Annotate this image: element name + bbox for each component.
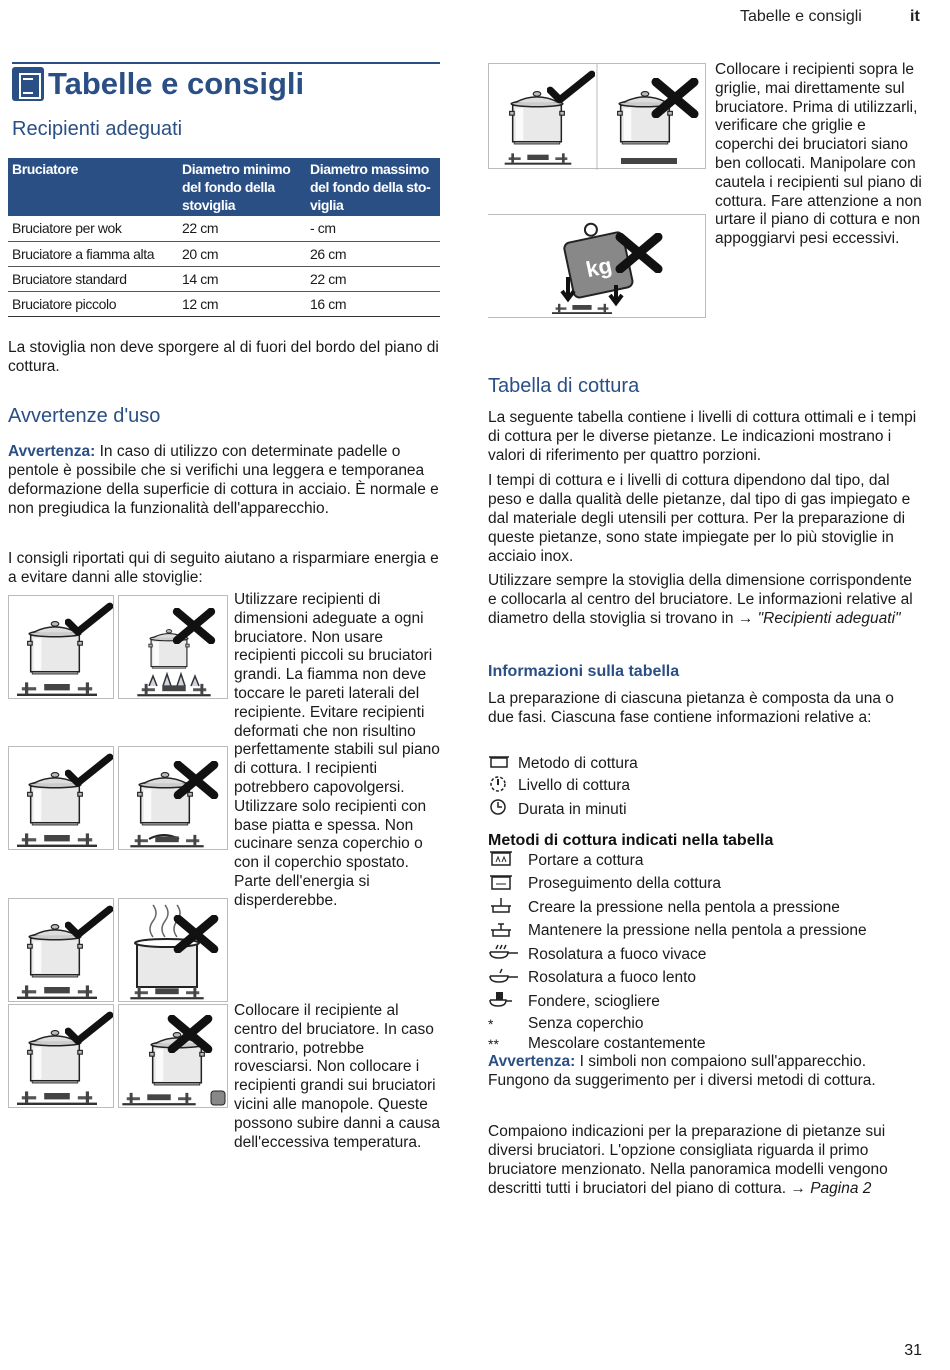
flat-pot-image xyxy=(9,747,115,851)
list-item xyxy=(488,798,920,822)
pot-on-grid-image xyxy=(489,64,707,170)
fry-low-icon xyxy=(488,967,528,991)
note-label: Avvertenza: xyxy=(488,1053,576,1070)
info-list xyxy=(488,753,920,822)
list-item xyxy=(488,896,928,920)
warning-label: Avvertenza: xyxy=(8,443,96,460)
off-center-pot-image xyxy=(119,1005,229,1109)
melt-icon xyxy=(488,990,528,1014)
page-reference-link[interactable]: Pagina 2 xyxy=(805,1180,872,1197)
list-item xyxy=(488,1014,928,1035)
overhang-note: La stoviglia non deve sporgere al di fuori del bordo del piano di cottura. xyxy=(8,339,439,375)
pot-with-lid-image xyxy=(9,899,115,1003)
table-cell: 16 cm xyxy=(306,291,440,316)
symbols-note xyxy=(488,1052,920,1090)
table-row xyxy=(8,241,440,266)
table-cell: - cm xyxy=(306,216,440,241)
dimension-table xyxy=(8,158,440,317)
section-heading-tabella: Tabella di cottura xyxy=(488,375,640,397)
asterisk-symbol: * xyxy=(488,1015,494,1032)
figure-flat-pot xyxy=(8,746,114,850)
section-heading-metodi: Metodi di cottura indicati nella tabella xyxy=(488,832,774,849)
warning-text: In caso di utilizzo con determinate padelle o pentole è possibile che si verifichi una leggera e temporanea deformazione della superficie di cottura in acciaio. È normale e non pregiudica la funzionalità dell'apparecchio. xyxy=(8,443,439,517)
list-item-label: Senza coperchio xyxy=(528,1014,644,1032)
final-paragraph xyxy=(488,1122,920,1198)
table-cell: 12 cm xyxy=(178,291,306,316)
arrow-icon: → xyxy=(790,1180,806,1197)
table-row xyxy=(8,216,440,241)
list-item xyxy=(488,873,928,897)
list-item-label: Creare la pressione nella pentola a pressione xyxy=(528,898,840,916)
table-header-row xyxy=(8,158,440,216)
tabella-paragraph-1: La seguente tabella contiene i livelli di cottura ottimali e i tempi di cottura per le diverse pietanze. Le indicazioni mostrano i valori di riferimento per quattro porzioni. xyxy=(488,409,917,464)
pot-icon xyxy=(488,753,518,775)
tabella-paragraph-3 xyxy=(488,571,920,628)
weight-label: kg xyxy=(583,252,615,283)
list-item-label: Livello di cottura xyxy=(518,777,631,794)
list-item-label: Rosolatura a fuoco lento xyxy=(528,969,697,986)
level-icon xyxy=(488,775,518,799)
tabella-paragraph-3-text: Utilizzare sempre la stoviglia della dimensione corrispondente e collocarla al centro del bruciatore. Le informazioni relative al diametro della stoviglia si trovano in xyxy=(488,572,913,627)
section-heading-info: Informazioni sulla tabella xyxy=(488,663,680,680)
figure-centered-pot xyxy=(8,1004,114,1108)
table-cell: Bruciatore piccolo xyxy=(8,291,178,316)
centered-pot-image xyxy=(9,1005,115,1109)
table-row xyxy=(8,291,440,316)
list-item-label: Rosolatura a fuoco vivace xyxy=(528,945,707,963)
arrow-icon: → xyxy=(737,610,754,627)
tips-intro: I consigli riportati qui di seguito aiutano a risparmiare energia e a evitare danni alle stoviglie: xyxy=(8,550,439,586)
final-text: Compaiono indicazioni per la preparazione di pietanze sui diversi bruciatori. L'opzione consigliata riguarda il primo bruciatore menzionato. Nella panoramica modelli vengono descritti tutti i bruciatori del piano di cottura. xyxy=(488,1123,888,1197)
figure-grids xyxy=(488,63,706,169)
cross-reference-link[interactable]: "Recipienti adeguati" xyxy=(757,610,901,627)
table-cell: 26 cm xyxy=(306,241,440,266)
pot-without-lid-image xyxy=(119,899,229,1003)
pressure-create-icon xyxy=(488,896,528,920)
table-cell: Bruciatore per wok xyxy=(8,216,178,241)
list-item-label: Portare a cottura xyxy=(528,851,644,869)
fry-high-icon xyxy=(488,943,528,967)
list-item-label: Proseguimento della cottura xyxy=(528,875,722,892)
list-item xyxy=(488,753,920,775)
figure-without-lid xyxy=(118,898,228,1002)
boil-pot-icon xyxy=(488,849,528,873)
list-item xyxy=(488,849,928,873)
figure-small-pot xyxy=(118,595,228,699)
table-header: Diametro minimo del fondo della stoviglia xyxy=(178,158,306,216)
tabella-paragraph-2: I tempi di cottura e i livelli di cottura dipendono dal tipo, dal peso e dalla qualità delle pietanze, dal tipo di gas impiegato e dal materiale degli utensili per cottura. Per la preparazione di queste pietanze, sono state impiegate per lo più stoviglie in acciaio inox. xyxy=(488,472,911,565)
table-cell: 22 cm xyxy=(178,216,306,241)
section-heading-avvertenze: Avvertenze d'uso xyxy=(8,405,161,427)
book-icon xyxy=(12,67,44,101)
list-item-label: Metodo di cottura xyxy=(518,754,638,772)
list-item-label: Mantenere la pressione nella pentola a pressione xyxy=(528,922,867,939)
table-header: Diametro massimo del fondo della sto-viglia xyxy=(306,158,440,216)
figure-off-center-pot xyxy=(118,1004,228,1108)
info-paragraph: La preparazione di ciascuna pietanza è composta da una o due fasi. Ciascuna fase contiene informazioni relative a: xyxy=(488,690,894,726)
figure-deformed-pot xyxy=(118,746,228,850)
double-asterisk-symbol: ** xyxy=(488,1036,499,1052)
list-item xyxy=(488,943,928,967)
deformed-pot-image xyxy=(119,747,229,851)
figure-weight xyxy=(488,214,706,318)
list-item xyxy=(488,967,928,991)
tips-paragraph-2: Collocare il recipiente al centro del bruciatore. In caso contrario, potrebbe rovesciarsi. Non collocare i recipienti grandi sui bruciatori vicini alle manopole. Queste possono subire danni a causa dell'eccessiva temperatura. xyxy=(234,1002,440,1151)
table-cell: 20 cm xyxy=(178,241,306,266)
section-heading-recipienti: Recipienti adeguati xyxy=(12,118,183,140)
list-item xyxy=(488,920,928,944)
methods-list xyxy=(488,849,928,1055)
table-row xyxy=(8,266,440,291)
table-cell: Bruciatore standard xyxy=(8,266,178,291)
table-cell: 22 cm xyxy=(306,266,440,291)
tips-paragraph-1: Utilizzare recipienti di dimensioni adeguate a ogni bruciatore. Non usare recipienti piccoli su bruciatori grandi. La fiamma non deve toccare le pareti laterali del recipiente. Evitare recipienti deformati che non risultino perfettamente stabili sul piano di cottura. I recipienti potrebbero capovolgersi. Utilizzare solo recipienti con base piatta e spessa. Non cucinare senza coperchio o con il coperchio spostato. Parte dell'energia si disperderebbe. xyxy=(234,591,440,909)
weight-on-hob-image xyxy=(488,215,706,319)
page-number: 31 xyxy=(904,1342,922,1359)
warning-paragraph xyxy=(8,442,440,518)
small-pot-on-large-burner-image xyxy=(119,596,229,700)
simmer-pot-icon xyxy=(488,873,528,897)
list-item-label: Mescolare costantemente xyxy=(528,1035,706,1052)
table-cell: Bruciatore a fiamma alta xyxy=(8,241,178,266)
grid-tips-paragraph: Collocare i recipienti sopra le griglie, mai direttamente sul bruciatore. Prima di utilizzarli, verificare che griglie e coperchi dei bruciatori siano ben collocati. Manipolare con cautela i recipienti sul piano di cottura. Fare attenzione a non urtare il piano di cottura e non appoggiarvi pesi eccessivi. xyxy=(715,61,922,248)
table-header: Bruciatore xyxy=(8,158,178,216)
header-section: Tabelle e consigli xyxy=(740,8,862,25)
pot-on-burner-image xyxy=(9,596,115,700)
page-title-text: Tabelle e consigli xyxy=(48,66,305,101)
pressure-keep-icon xyxy=(488,920,528,944)
note-text: I simboli non compaiono sull'apparecchio. Fungono da suggerimento per i diversi metodi di cottura. xyxy=(488,1053,876,1089)
figure-with-lid xyxy=(8,898,114,1002)
list-item xyxy=(488,775,920,799)
header-language: it xyxy=(910,8,920,25)
page-title xyxy=(12,62,440,102)
list-item xyxy=(488,990,928,1014)
list-item-label: Fondere, sciogliere xyxy=(528,992,660,1010)
table-cell: 14 cm xyxy=(178,266,306,291)
list-item-label: Durata in minuti xyxy=(518,800,627,818)
clock-icon xyxy=(488,798,518,822)
figure-correct-size xyxy=(8,595,114,699)
